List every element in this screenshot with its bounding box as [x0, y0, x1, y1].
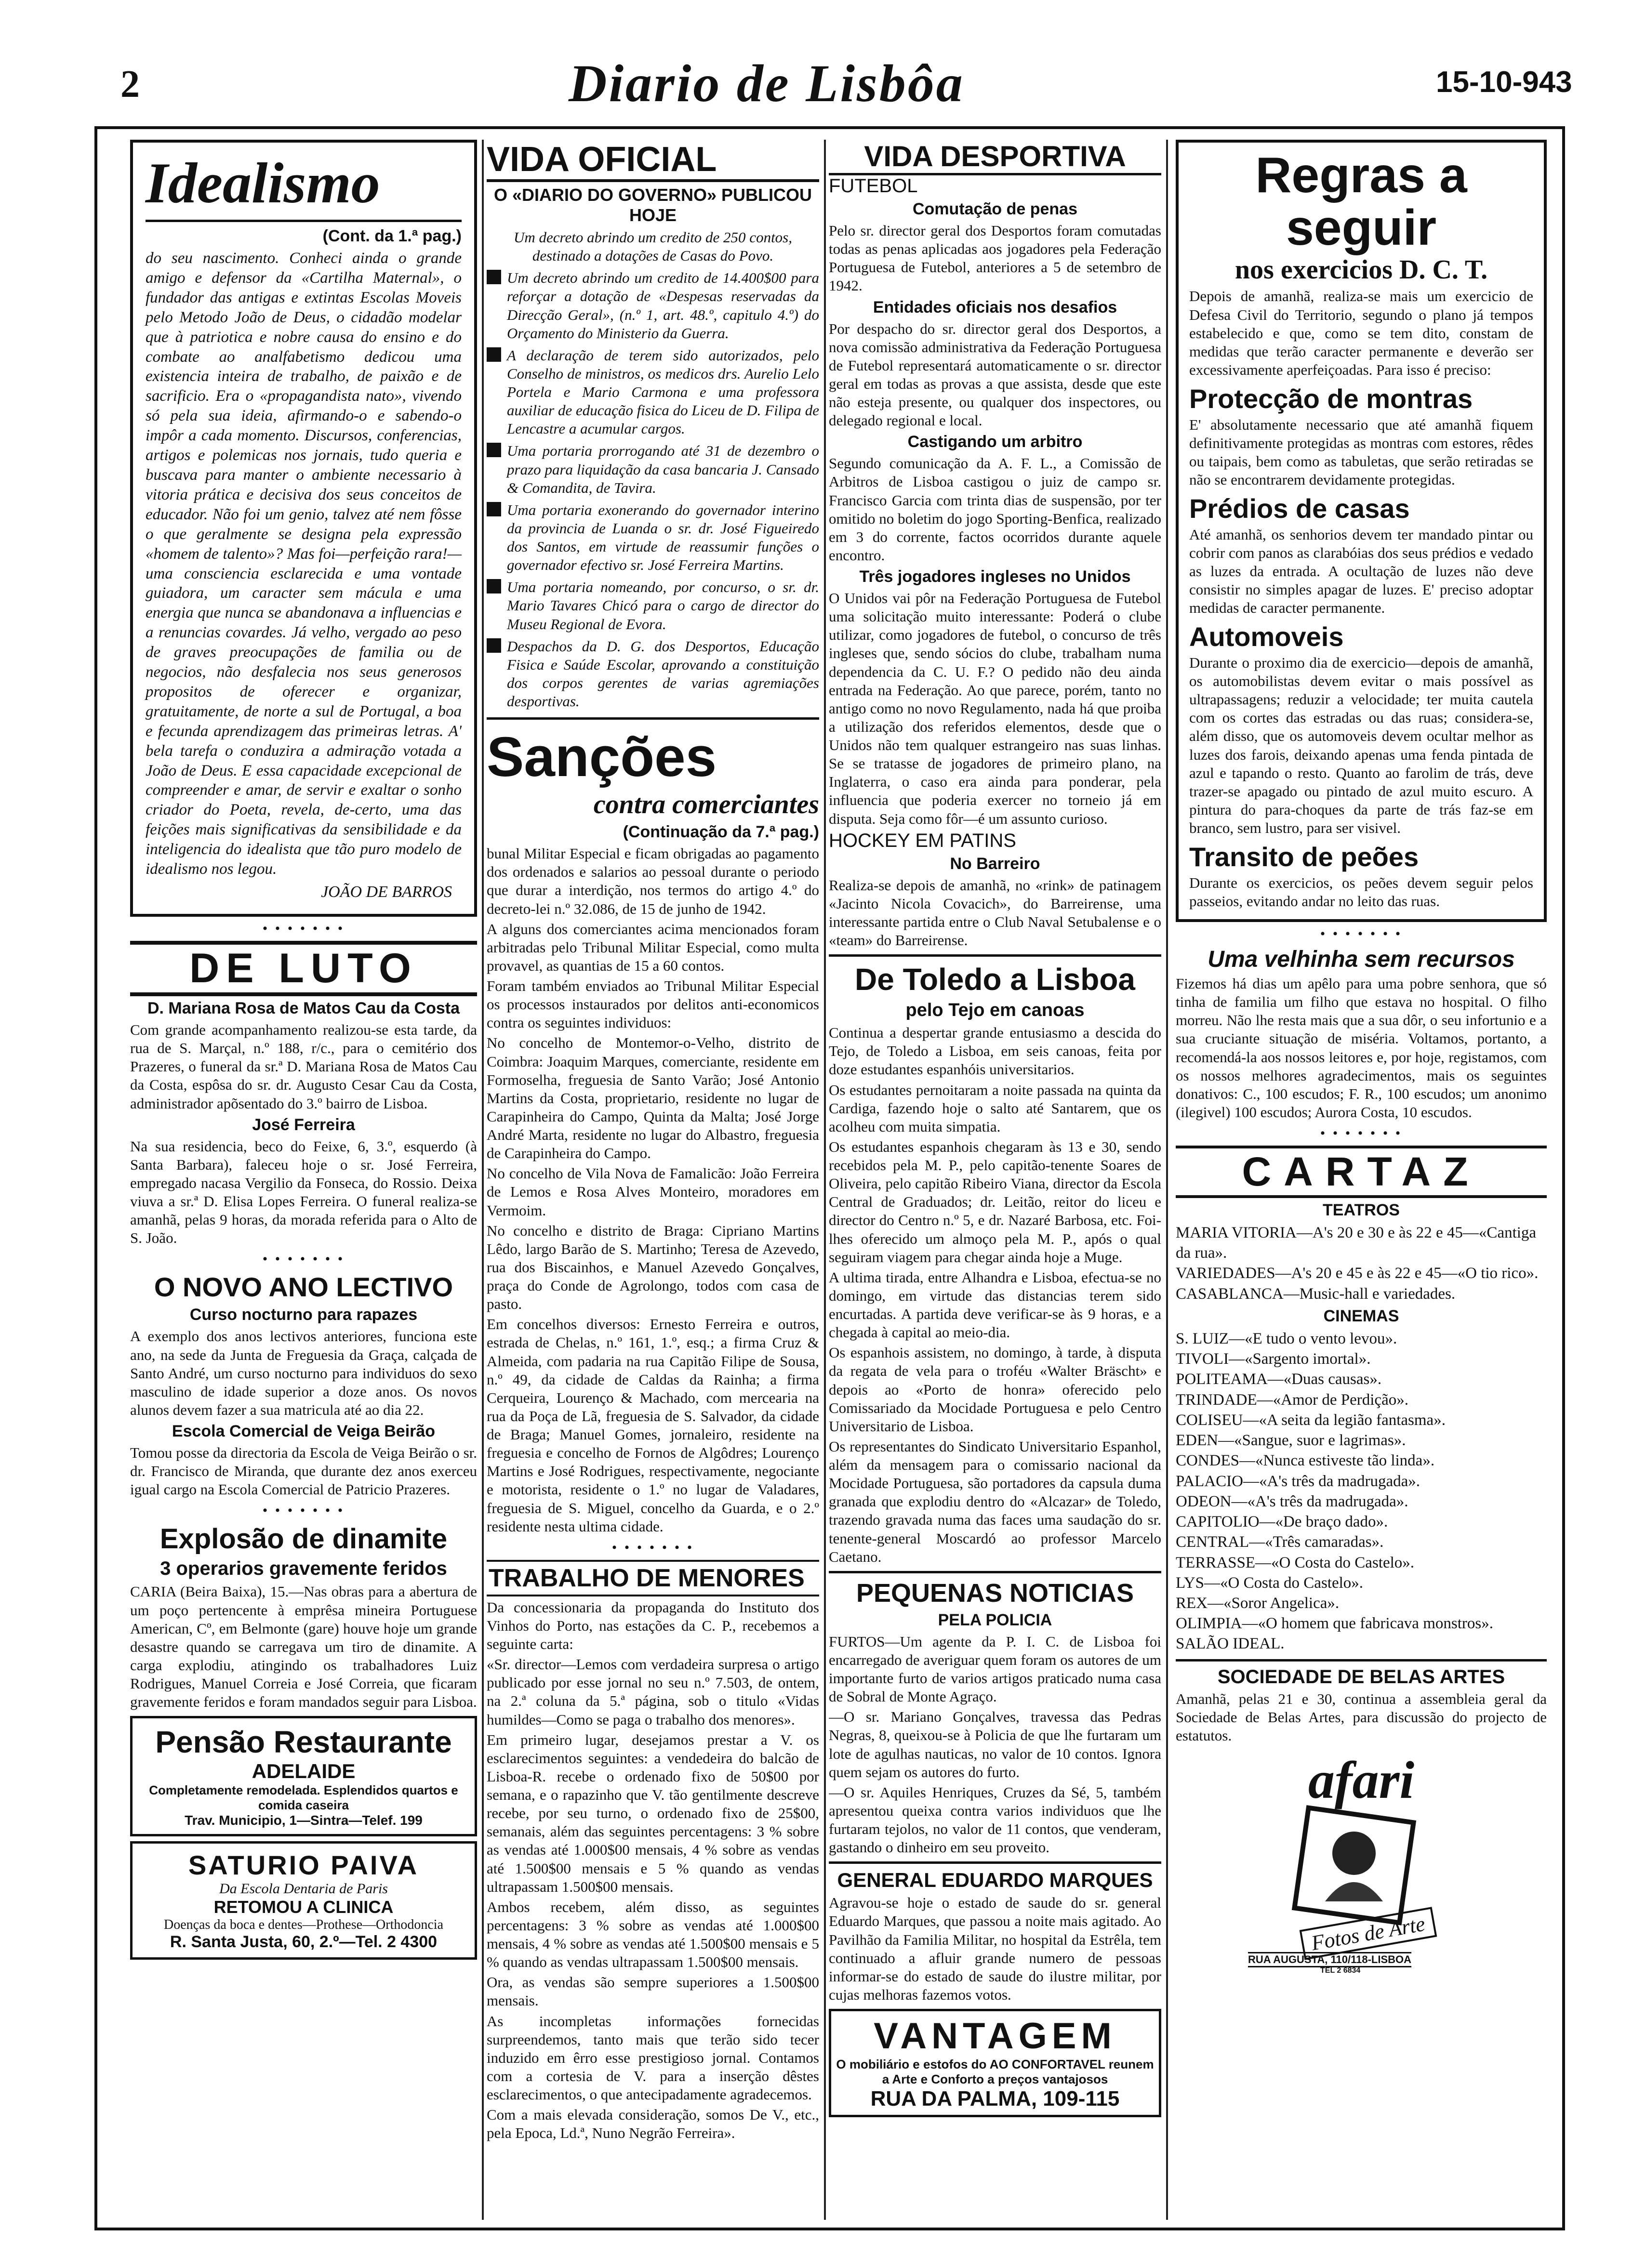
column-1: [130, 140, 477, 2220]
pensao-address: Trav. Municipio, 1—Sintra—Telef. 199: [185, 1813, 423, 1828]
regras-intro: Depois de amanhã, realiza-se mais um exercicio de Defesa Civil do Territorio, segundo o plano já tempos estabelecido e que, como se tem dito, constam de medidas que terão caracter permanente e deverão ser excessivamente aperfeiçoadas. Para isso é preciso:: [1189, 288, 1533, 378]
desportiva-item-head: Comutação de penas: [913, 200, 1077, 218]
pequenas-sub: PELA POLICIA: [938, 1610, 1052, 1629]
vida-oficial-item: [487, 499, 819, 577]
vida-oficial-item-text: A declaração de terem sido autorizados, pelo Conselho de ministros, os medicos drs. Aurelio Lelo Portela e Mario Carmona e uma professora auxiliar de educação fisica do Liceu de D. Filipa de Lencastre a acumular cargos.: [507, 346, 819, 437]
cinema-listing: POLITEAMA—«Duas causas».: [1176, 1371, 1382, 1388]
square-bullet-icon: [487, 638, 501, 653]
cinema-listing: LYS—«O Costa do Castelo».: [1176, 1574, 1364, 1592]
explosao-sub: 3 operarios gravemente feridos: [160, 1558, 447, 1580]
regras-section-head: Automoveis: [1189, 621, 1344, 652]
desportiva-item-para: Pelo sr. director geral dos Desportos foram comutadas todas as penas aplicadas aos jogadores pela Federação Portuguesa de Futebol, anteriores a 5 de setembro de 1942.: [829, 222, 1161, 294]
explosao-title: Explosão de dinamite: [159, 1523, 448, 1555]
cinema-listing: S. LUIZ—«E tudo o vento levou».: [1176, 1330, 1397, 1347]
square-bullet-icon: [487, 579, 501, 593]
luto-name-1: D. Mariana Rosa de Matos Cau da Costa: [147, 999, 460, 1017]
afari-brand: afari: [1308, 1751, 1414, 1810]
cinema-listing: REX—«Soror Angelica».: [1176, 1594, 1340, 1612]
general-title: GENERAL EDUARDO MARQUES: [837, 1869, 1153, 1892]
lectivo-head-2: Escola Comercial de Veiga Beirão: [172, 1422, 436, 1440]
column-2: [487, 140, 819, 2220]
hockey-section: HOCKEY EM PATINS: [829, 830, 1016, 851]
newspaper-title: Diario de Lisbôa: [569, 54, 965, 113]
toledo-paragraph: Os estudantes espanhois chegaram às 13 e 30, sendo recebidos pela M. P., pelo capitão-tenente Soares de Oliveira, pelo capitão Ribeiro Viana, director da Escola Central de Graduados; dr. Leitão, reitor do liceu e director do Centro n.º 5, e dr. Nazaré Barbosa, etc. Foi-lhes oferecido um almoço pela M. P., após o qual seguiram viagem para chegar ainda hoje a Muge.: [829, 1138, 1161, 1266]
cinema-listing: ODEON—«A's três da madrugada».: [1176, 1492, 1408, 1510]
idealismo-title: Idealismo: [146, 151, 380, 215]
velhinha-title: Uma velhinha sem recursos: [1208, 947, 1515, 972]
teatros-head: TEATROS: [1323, 1201, 1400, 1219]
toledo-title: De Toledo a Lisboa: [855, 962, 1135, 997]
page-number: 2: [120, 63, 140, 105]
regras-section-para: Até amanhã, os senhorios devem ter mandado pintar ou cobrir com panos as clarabóias dos seus prédios e vedado as luzes da entrada. A ocultação de luzes não deve consistir no simples apagar de luzes. E' preciso adoptar medidas de caracter permanente.: [1189, 526, 1533, 617]
cinema-listing: TIVOLI—«Sargento imortal».: [1176, 1350, 1371, 1368]
lectivo-sub: Curso nocturno para rapazes: [189, 1305, 418, 1324]
vantagem-address: RUA DA PALMA, 109-115: [870, 2087, 1120, 2110]
column-rule: [1166, 140, 1168, 2220]
sancoes-paragraph: A alguns dos comerciantes acima mencionados foram arbitradas pelo Tribunal Militar Especial, como multa provavel, as quantias de 15 a 60 contos.: [487, 920, 819, 974]
ornament: • • • • • • •: [1320, 926, 1403, 942]
trabalho-paragraph: As incompletas informações fornecidas surpreendemos, tanto mais que terão sido tecer induzido em êrro esse prestigioso jornal. Contamos com a cortesia de V. para a inserção dêstes esclarecimentos, o que antecipadamente agradecemos.: [487, 2012, 819, 2103]
regras-box: [1176, 140, 1547, 922]
issue-date: 15-10-943: [1436, 66, 1572, 99]
vantagem-title: VANTAGEM: [874, 2016, 1116, 2057]
cinema-listing: TERRASSE—«O Costa do Castelo».: [1176, 1554, 1415, 1571]
ornament: • • • • • • •: [611, 1539, 694, 1556]
hockey-para: Realiza-se depois de amanhã, no «rink» de patinagem «Jacinto Nicola Covacich», do Barreirense, uma interessante partida entre o Club Naval Setubalense e o «team» do Barreirense.: [829, 876, 1161, 949]
vida-oficial-item: [487, 344, 819, 440]
vida-oficial-item-text: Uma portaria prorrogando até 31 de dezembro o prazo para liquidação da casa bancaria J. Cansado & Comandita, de Tavira.: [507, 442, 819, 496]
pequenas-body: [829, 1633, 1161, 1857]
regras-section-para: E' absolutamente necessario que até amanhã fiquem definitivamente protegidas as montras com estores, rêdes ou taipais, bem como as tabuletas, que serão retiradas se não se encontrarem devidamente protegidas.: [1189, 416, 1533, 488]
portrait-frame-icon: [1282, 1805, 1426, 1925]
toledo-sub: pelo Tejo em canoas: [905, 1000, 1085, 1021]
ornament: • • • • • • •: [262, 1251, 345, 1267]
vida-oficial-head: O «DIARIO DO GOVERNO» PUBLICOU HOJE: [493, 185, 812, 225]
sancoes-sub: contra comerciantes: [593, 790, 819, 820]
cinemas-head: CINEMAS: [1323, 1306, 1399, 1325]
column-4: [1176, 140, 1547, 2220]
trabalho-title: TRABALHO DE MENORES: [487, 1560, 819, 1596]
saturio-line-2: RETOMOU A CLINICA: [213, 1897, 394, 1917]
desportiva-item-para: Segundo comunicação da A. F. L., a Comissão de Arbitros de Lisboa castigou o juiz de campo sr. Francisco Garcia com trinta dias de suspensão, por ter omitido no boletim do jogo Sporting-Benfica, realizado em 3 do corrente, factos ocorridos durante aquele encontro.: [829, 455, 1161, 564]
cinema-listing: EDEN—«Sangue, suor e lagrimas».: [1176, 1432, 1406, 1450]
toledo-paragraph: Os espanhois assistem, no domingo, à tarde, à disputa da regata de vela para o troféu «Walter Bräscht» e depois ao «Porto de honra» oferecido pelo Comissariado da Mocidade Portuguesa e pelo Centro Universitario de Lisboa.: [829, 1344, 1161, 1435]
divider: [487, 717, 819, 720]
vida-oficial-item-text: Despachos da D. G. dos Desportos, Educação Fisica e Saúde Escolar, aprovando a constituição dos corpos gerentes de varias agremiações desportivas.: [507, 637, 819, 710]
toledo-body: [829, 1024, 1161, 1566]
vida-oficial-item: [487, 440, 819, 499]
regras-sub: nos exercicios D. C. T.: [1234, 255, 1488, 285]
trabalho-paragraph: Da concessionaria da propaganda do Instituto dos Vinhos do Porto, nas estações da C. P., recebemos a seguinte carta:: [487, 1598, 819, 1652]
pensao-sub: ADELAIDE: [252, 1760, 356, 1783]
saturio-ad: [130, 1841, 477, 1960]
vida-oficial-item-text: Uma portaria exonerando do governador interino da provincia de Luanda o sr. dr. José Figueiredo dos Santos, em virtude de reassumir funções o governador efectivo sr. José Ferreira Martins.: [507, 501, 819, 574]
square-bullet-icon: [487, 502, 501, 516]
velhinha-para: Fizemos há dias um apêlo para uma pobre senhora, que só tinha de familia um filho que estava no hospital. O filho morreu. Não lhe resta mais que a sua dôr, o seu infortunio e a sua cruciante situação de miséria. Voltamos, portanto, a recomendá-la aos nossos leitores e, por hoje, registamos, com os nossos melhores agradecimentos, mais os seguintes donativos: C., 100 escudos; F. R., 100 escudos; um anonimo (ilegivel) 100 escudos; Aurora Costa, 10 escudos.: [1176, 975, 1547, 1121]
divider: [829, 1571, 1161, 1573]
trabalho-paragraph: Ora, as vendas são sempre superiores a 1.500$00 mensais.: [487, 1974, 819, 2009]
trabalho-paragraph: Ambos recebem, além disso, as seguintes percentagens: 3 % sobre as vendas até 1.000$00 mensais, 4 % sobre as vendas até 1.500$00 mensais e 5 % quando as vendas ultrapassam 1.500$00 mensais.: [487, 1898, 819, 1971]
divider: [146, 220, 462, 222]
teatro-listing: VARIEDADES—A's 20 e 45 e às 22 e 45—«O tio rico».: [1176, 1265, 1539, 1282]
idealismo-body: do seu nascimento. Conheci ainda o grande amigo e defensor da «Cartilha Maternal», o fundador das antigas e extintas Escolas Moveis pelo Metodo João de Deus, o cidadão modelar que à patriotica e nobre causa do ensino e do combate ao analfabetismo dedicou uma existencia inteira de trabalho, de paixão e de sacrificio. Era o «propagandista nato», vivendo só pela sua ideia, afirmando-o e sabendo-o impôr a cada momento. Discursos, conferencias, artigos e polemicas nos jornais, tudo queria e buscava para manter o ambiente necessario à vitoria prática e decisiva dos seus conceitos de educador. Não foi um genio, talvez até nem fôsse o que geralmente se designa pela expressão «homem de talento»? Mas foi—perfeição rara!—uma consciencia esclarecida e uma vontade guiadora, um caracter sem mácula e uma energia que nunca se abandonava a influencias e a renuncias covardes. Já velho, vergado ao peso de graves preocupações de familia ou de negocios, não desfalecia nos seus generosos propositos de oferecer e organizar, gratuitamente, de norte a sul de Portugal, a boa e fecunda aprendizagem das primeiras letras. A' bela tarefa o conduzira a admiração votada a João de Deus. E essa capacidade excepcional de compreender e amar, de servir e exaltar o sonho criador do Poeta, revela, de-certo, uma das feições mais significativas da sensibilidade e da inteligencia do idealista que tão puro modelo de idealismo nos legou.: [146, 250, 462, 878]
cinemas-list: [1176, 1329, 1547, 1654]
lectivo-para-1: A exemplo dos anos lectivos anteriores, funciona este ano, na sede da Junta de Freguesia da Graça, calçada de Santo André, um curso nocturno para individuos do sexo masculino de idade superior a doze anos. Os novos alunos devem fazer a sua matricula até ao dia 22.: [130, 1328, 477, 1418]
desportiva-items: [829, 200, 1161, 828]
general-para: Agravou-se hoje o estado de saude do sr. general Eduardo Marques, que passou a noite mais agitado. Ao Pavilhão da Familia Militar, no hospital da Estrêla, tem continuado a afluir grande numero de pessoas informar-se do estado de saude do ilustre militar, por cujas melhoras fazemos votos.: [829, 1894, 1161, 2003]
masthead: [0, 0, 1646, 120]
square-bullet-icon: [487, 347, 501, 362]
vida-oficial-item: [487, 576, 819, 635]
toledo-paragraph: Continua a despertar grande entusiasmo a descida do Tejo, de Toledo a Lisboa, em seis canoas, feita por doze estudantes espanhóis universitarios.: [829, 1024, 1161, 1078]
regras-sections: [1189, 384, 1533, 910]
ornament: • • • • • • •: [1320, 1125, 1403, 1141]
pequenas-paragraph: —O sr. Aquiles Henriques, Cruzes da Sé, 5, também apresentou queixa contra varios individuos que lhe furtaram tejolos, no valor de 11 contos, que venderam, gastando o dinheiro em seu proveito.: [829, 1783, 1161, 1856]
hockey-head: No Barreiro: [950, 854, 1040, 873]
vida-oficial-lead: Um decreto abrindo um credito de 250 contos, destinado a dotações de Casas do Povo.: [514, 229, 792, 264]
idealismo-author: JOÃO DE BARROS: [321, 883, 452, 901]
vida-oficial-item-text: Uma portaria nomeando, por concurso, o sr. dr. Mario Tavares Chicó para o cargo de director do Museu Regional de Evora.: [507, 579, 819, 633]
pequenas-paragraph: —O sr. Mariano Gonçalves, travessa das Pedras Negras, 8, queixou-se à Policia de que lhe furtaram um lote de agulhas nauticas, no valor de 10 contos. Ignora quem sejam os autores do furto.: [829, 1708, 1161, 1780]
teatros-list: [1176, 1223, 1547, 1304]
afari-tel: TEL 2 6834: [1320, 1966, 1361, 1975]
desportiva-item-para: Por despacho do sr. director geral dos Desportos, a nova comissão administrativa da Federação Portuguesa de Futebol representará automaticamente o sr. director geral em todas as provas a que assista, desde que este não esteja presente, ou qualquer dos inspectores, ou delegado regional e local.: [829, 320, 1161, 429]
idealismo-article: [130, 140, 477, 917]
toledo-paragraph: A ultima tirada, entre Alhandra e Lisboa, efectua-se no domingo, em virtude das distancias terem sido encurtadas. A partida deve verificar-se às 9 horas, e a chegada à capital ao meio-dia.: [829, 1268, 1161, 1341]
trabalho-paragraph: Com a mais elevada consideração, somos De V., etc., pela Epoca, Ld.ª, Nuno Negrão Ferreira».: [487, 2106, 819, 2142]
sancoes-paragraph: No concelho de Vila Nova de Famalicão: João Ferreira de Lemos e Rosa Alves Monteiro, moradores em Vermoim.: [487, 1165, 819, 1219]
pequenas-title: PEQUENAS NOTICIAS: [856, 1578, 1134, 1608]
regras-title: Regras a seguir: [1255, 147, 1467, 256]
idealismo-cont: (Cont. da 1.ª pag.): [322, 227, 462, 245]
ornament: • • • • • • •: [262, 1503, 345, 1519]
belas-artes-para: Amanhã, pelas 21 e 30, continua a assembleia geral da Sociedade de Belas Artes, para discussão do projecto de estatutos.: [1176, 1690, 1547, 1744]
belas-artes-title: SOCIEDADE DE BELAS ARTES: [1217, 1666, 1505, 1688]
divider: [829, 954, 1161, 957]
vida-oficial-item: [487, 267, 819, 344]
sancoes-body: [487, 844, 819, 1536]
trabalho-body: [487, 1598, 819, 2143]
teatro-listing: CASABLANCA—Music-hall e variedades.: [1176, 1285, 1456, 1303]
sancoes-paragraph: bunal Militar Especial e ficam obrigadas ao pagamento dos ordenados e salarios ao pessoal durante o periodo que durar a interdição, nos termos do artigo 4.º do decreto-lei n.º 32.086, de 15 de junho de 1942.: [487, 845, 819, 917]
regras-section-para: Durante o proximo dia de exercicio—depois de amanhã, os automobilistas devem evitar o mais possível as ultrapassagens; reduzir a velocidade; ter muita cautela com os cortes das estradas ou das ruas; considera-se, além disso, que os automoveis devem ocultar melhor as luzes dos farois, deixando apenas uma fenda pintada de azul e tapando o resto. Quanto ao farolim de trás, deve trazer-se apagado ou pintado de azul muito escuro. A pintura do para-choques da parte de trás faz-se em branco, sem lustro, para ser visivel.: [1189, 654, 1533, 837]
vida-oficial-title: VIDA OFICIAL: [487, 140, 819, 182]
sancoes-paragraph: No concelho e distrito de Braga: Cipriano Martins Lêdo, largo Barão de S. Martinho; Teresa de Azevedo, rua dos Biscainhos, e Manuel Azevedo Gonçalves, praça do Conde de Agrolongo, todos com casa de pasto.: [487, 1222, 819, 1313]
saturio-address: R. Santa Justa, 60, 2.º—Tel. 2 4300: [170, 1933, 438, 1952]
luto-name-2: José Ferreira: [252, 1115, 355, 1134]
cinema-listing: PALACIO—«A's três da madrugada».: [1176, 1472, 1420, 1490]
sancoes-cont: (Continuação da 7.ª pag.): [623, 823, 819, 842]
vida-oficial-list: [487, 267, 819, 712]
square-bullet-icon: [487, 443, 501, 457]
pequenas-paragraph: FURTOS—Um agente da P. I. C. de Lisboa foi encarregado de averiguar quem foram os autores de um importante furto de varios artigos praticado numa casa de Sobral de Monte Agraço.: [829, 1633, 1161, 1705]
desportiva-title: VIDA DESPORTIVA: [829, 140, 1161, 175]
column-rule: [824, 140, 826, 2220]
cartaz-title: CARTAZ: [1176, 1146, 1547, 1198]
saturio-name: SATURIO PAIVA: [188, 1850, 419, 1881]
cinema-listing: CONDES—«Nunca estiveste tão linda».: [1176, 1452, 1435, 1470]
afari-tag: Fotos de Arte: [1300, 1907, 1437, 1960]
lectivo-para-2: Tomou posse da directoria da Escola de Veiga Beirão o sr. dr. Francisco de Miranda, que durante dez anos exerceu igual cargo na Escola Comercial de Patricio Prazeres.: [130, 1444, 477, 1498]
divider: [1176, 1659, 1547, 1661]
pensao-desc: Completamente remodelada. Esplendidos quartos e comida caseira: [149, 1783, 458, 1813]
saturio-line-3: Doenças da boca e dentes—Prothese—Orthodoncia: [163, 1917, 444, 1933]
divider: [829, 1861, 1161, 1864]
regras-section-head: Protecção de montras: [1189, 383, 1473, 414]
ornament: • • • • • • •: [262, 921, 345, 936]
afari-ad: [1176, 1750, 1547, 1976]
desportiva-section: FUTEBOL: [829, 175, 918, 197]
vantagem-line-1: O mobiliário e estofos do AO CONFORTAVEL reunem a Arte e Conforto a preços vantajosos: [836, 2057, 1154, 2086]
sancoes-paragraph: Em concelhos diversos: Ernesto Ferreira e outros, estrada de Chelas, n.º 161, 1.º, esq.; a firma Cruz & Almeida, com padaria na rua Capitão Filipe de Sousa, n.º 49, da cidade de Caldas da Rainha; a firma Cerqueira, Lourenço & Machado, com mercearia na rua da Poça de Lã, freguesia de S. Salvador, da cidade de Braga; Manuel Gomes, jornaleiro, residente na freguesia e concelho de Fornos de Algôdres; Lourenço Martins e José Rodrigues, respectivamente, negociante e motorista, residente o 1.º no lugar de Valadares, freguesia de S. Miguel, concelho da Guarda, e o 2.º residente nesta ultima cidade.: [487, 1316, 819, 1535]
luto-para-2: Na sua residencia, beco do Feixe, 6, 3.º, esquerdo (à Santa Barbara), faleceu hoje o sr. José Ferreira, empregado nacasa Vergilio da Fonseca, do Rossio. Deixa viuva a sr.ª D. Elisa Lopes Ferreira. O funeral realiza-se amanhã, pelas 9 horas, da morada referida para o Alto de S. João.: [130, 1137, 477, 1247]
cinema-listing: COLISEU—«A seita da legião fantasma».: [1176, 1411, 1446, 1429]
cinema-listing: OLIMPIA—«O homem que fabricava monstros».: [1176, 1615, 1493, 1633]
regras-section-para: Durante os exercicios, os peões devem seguir pelos passeios, evitando andar no leito das ruas.: [1189, 874, 1533, 910]
lectivo-title: O NOVO ANO LECTIVO: [154, 1272, 453, 1303]
vida-oficial-item: [487, 635, 819, 713]
vantagem-ad: [829, 2009, 1161, 2117]
explosao-para: CARIA (Beira Baixa), 15.—Nas obras para a abertura de um poço pertencente à emprêsa mineira Portuguese American, Cº, em Belmonte (gare) houve hoje um grande desastre quando se carregava um tiro de dinamite. A carga explodiu, atingindo os trabalhadores Luiz Rodrigues, Manuel Correia e José Correia, que ficaram gravemente feridos e foram mandados seguir para Lisboa.: [130, 1583, 477, 1711]
cinema-listing: CAPITOLIO—«De braço dado».: [1176, 1513, 1388, 1531]
regras-section-head: Prédios de casas: [1189, 493, 1410, 524]
cinema-listing: CENTRAL—«Três camaradas».: [1176, 1533, 1384, 1551]
luto-para-1: Com grande acompanhamento realizou-se esta tarde, da rua de S. Marçal, n.º 188, r/c., para o cemitério dos Prazeres, o funeral da sr.ª D. Mariana Rosa de Matos Cau da Costa, espôsa do sr. dr. Augusto Cesar Cau da Costa, administrador apõsentado do 3.º bairro de Lisboa.: [130, 1021, 477, 1112]
vida-oficial-item-text: Um decreto abrindo um credito de 14.400$00 para reforçar a dotação de «Despesas reservadas da Direcção Geral», (n.º 1, art. 48.º, capitulo 4.º) do Orçamento do Ministerio da Guerra.: [507, 269, 819, 342]
luto-title: DE LUTO: [130, 941, 477, 996]
square-bullet-icon: [487, 270, 501, 284]
sancoes-paragraph: No concelho de Montemor-o-Velho, distrito de Coimbra: Joaquim Marques, comerciante, residente em Formoselha, freguesia de Santo Varão; José Antonio Martins da Costa, proprietario, residente no lugar de Carapinheira do Campo, Quinta da Malta; José Jorge André Marta, residente no lugar do Albastro, freguesia de Carapinheira do Campo.: [487, 1034, 819, 1162]
regras-section-head: Transito de peões: [1189, 842, 1419, 872]
sancoes-title: Sanções: [487, 725, 717, 789]
pensao-ad: [130, 1716, 477, 1836]
saturio-line-1: Da Escola Dentaria de Paris: [219, 1881, 388, 1897]
desportiva-item-head: Entidades oficiais nos desafios: [873, 298, 1117, 316]
sancoes-paragraph: Foram também enviados ao Tribunal Militar Especial os processos instaurados por delitos anti-economicos contra os seguintes individuos:: [487, 977, 819, 1031]
column-rule: [482, 140, 484, 2220]
trabalho-paragraph: Em primeiro lugar, desejamos prestar a V. os esclarecimentos seguintes: a vendedeira do balcão de Lisboa-R. recebe o ordenado fixo de 50$00 por semana, e o rapazinho que V. tão gentilmente descreve recebe, por seu turno, o ordenado fixo de 25$00, semanais, além das seguintes percentagens: 3 % sobre as vendas até 1.000$00 mensais, 4 % sobre as vendas até 1.500$00 mensais e 5 % quando as vendas ultrapassam 1.500$00 mensais.: [487, 1731, 819, 1895]
pensao-name: Pensão Restaurante: [155, 1725, 452, 1760]
toledo-paragraph: Os estudantes pernoitaram a noite passada na quinta da Cardiga, fazendo hoje o salto até Santarem, que os acolheu com muita simpatia.: [829, 1081, 1161, 1135]
toledo-paragraph: Os representantes do Sindicato Universitario Espanhol, além da mensagem para o comissario nacional da Mocidade Portuguesa, são portadores da capsula duma granada que explodiu dentro do «Alcazar» de Toledo, trazendo gravada numa das faces uma saudação do sr. tenente-general Moscardó ao professor Marcelo Caetano.: [829, 1437, 1161, 1565]
teatro-listing: MARIA VITORIA—A's 20 e 30 e às 22 e 45—«Cantiga da rua».: [1176, 1224, 1537, 1262]
cinema-listing: SALÃO IDEAL.: [1176, 1635, 1285, 1653]
trabalho-paragraph: «Sr. director—Lemos com verdadeira surpresa o artigo publicado por esse jornal no seu n.º 7.503, de ontem, na 2.ª coluna da 5.ª página, sob o titulo «Vidas humildes—Como se paga o trabalho dos menores».: [487, 1656, 819, 1728]
desportiva-item-para: O Unidos vai pôr na Federação Portuguesa de Futebol uma solicitação muito interessante: Poderá o clube utilizar, como jogadores de futebol, o concurso de três ingleses que, sendo sócios do clube, trabalham numa dependencia da C. U. F.? O pedido não deu ainda entrada na Federação. Ao que parece, porém, tanto no antigo como no novo Regulamento, nada há que proiba a utilização dos referidos elementos, desde que o Unidos não tem qualquer estrangeiro nas suas linhas. Se se tratasse de jogadores de primeiro plano, na Inglaterra, o caso era ainda para ponderar, pela influencia que poderia exercer no torneio já em disputa. Seja como fôr—é um assunto curioso.: [829, 590, 1161, 827]
afari-address: RUA AUGUSTA, 110/118-LISBOA: [1248, 1952, 1411, 1967]
desportiva-item-head: Castigando um arbitro: [907, 433, 1083, 451]
cinema-listing: TRINDADE—«Amor de Perdição».: [1176, 1391, 1408, 1409]
column-3: [829, 140, 1161, 2220]
desportiva-item-head: Três jogadores ingleses no Unidos: [859, 567, 1131, 586]
